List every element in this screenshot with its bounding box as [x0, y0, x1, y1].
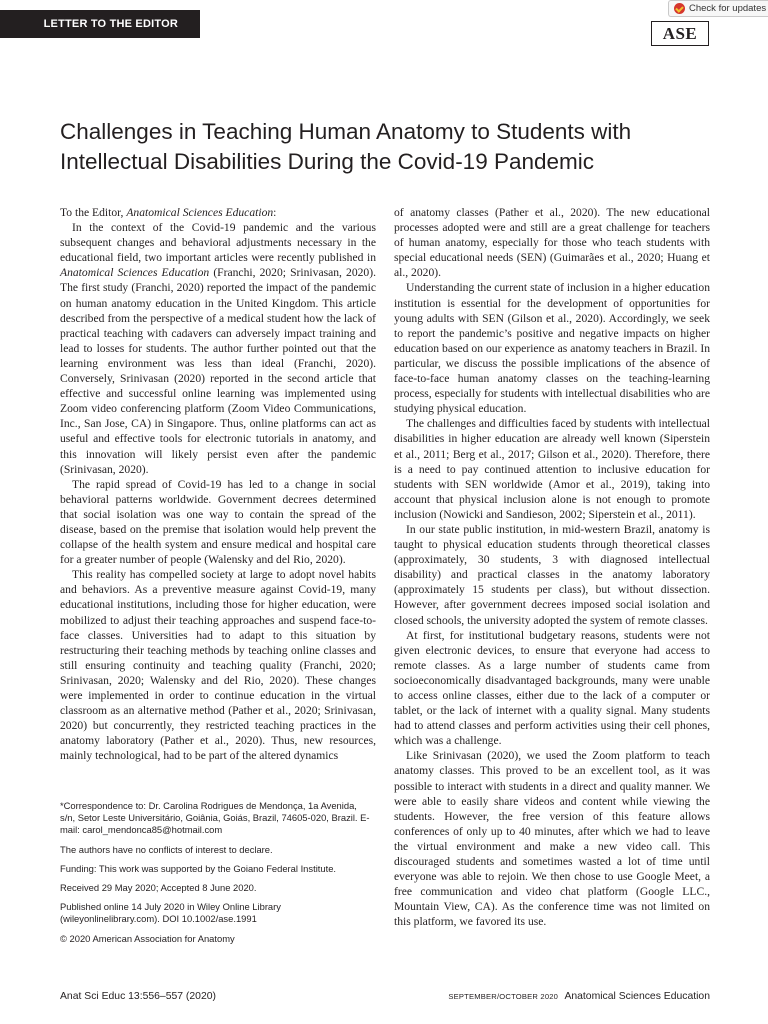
- journal-logo-text: ASE: [662, 23, 698, 43]
- title-line-2: Intellectual Disabilities During the Covid-19 Pandemic: [60, 149, 595, 174]
- salutation: [60, 205, 376, 220]
- paragraph-text: In the context of the Covid-19 pandemic and the various subsequent changes and behavioral adjustments necessary in the educational field, two important articles were recently published in: [60, 221, 376, 265]
- paragraph: At first, for institutional budgetary reasons, students were not given electronic devices, to ensure that everyone had access to remote classes. As a large number of students came from socioeconomically disadvantaged backgrounds, many were unable to access online classes, either due to the lack of a computer or tablet, or the lack of internet with a quality signal. Many students had to attend classes and perform activities using their cell phones, which was a challenge.: [394, 628, 710, 748]
- paragraph: Like Srinivasan (2020), we used the Zoom platform to teach anatomy classes. This proved to be an excellent tool, as it was possible to interact with students in a direct and quality manner. We were able to easily share videos and content while viewing the students. However, the free version of this feature allows conferences of only up to 40 minutes, after which we had to leave the virtual environment and make a new video call. This discouraged students and sometimes wasted a lot of time until everyone was able to rejoin. We then chose to use Google Meet, a free communication and video chat platform (Google LLC., Mountain View, CA). As the conference time was not limited on this platform, we favored its use.: [394, 749, 710, 929]
- check-updates-label: Check for updates: [689, 3, 767, 14]
- title-line-1: Challenges in Teaching Human Anatomy to Students with: [60, 119, 632, 144]
- check-for-updates-button[interactable]: [668, 0, 768, 17]
- salutation-prefix: To the Editor,: [60, 206, 127, 219]
- article-title: [60, 117, 710, 177]
- published-note: Published online 14 July 2020 in Wiley Online Library (wileyonlinelibrary.com). DOI 10.1002/ase.1991: [60, 901, 281, 925]
- left-column: [60, 205, 376, 763]
- article-notes: [60, 800, 370, 952]
- journal-name-italic: Anatomical Sciences Education: [60, 266, 210, 280]
- copyright-note: © 2020 American Association for Anatomy: [60, 932, 235, 944]
- paragraph-text: (Franchi, 2020; Srinivasan, 2020). The first study (Franchi, 2020) reported the impact of the pandemic on human anatomy education in the United Kingdom. This article described from the perspective of a medical student how the lack of practical teaching with cadavers can adversely impact training and lead to losses for students. The author further pointed out that the learning environment was less than ideal (Franchi, 2020). Conversely, Srinivasan (2020) reported in the second article that effective and successful online learning was implemented using Zoom video conferencing platform (Zoom Video Communications, Inc., San Jose, CA) in Singapore. Thus, online platforms can act as useful and effective tools for electronic tutorials in anatomy, and this innovation will likely persist even after the pandemic (Srinivasan, 2020).: [60, 266, 376, 476]
- footer-citation: Anat Sci Educ 13:556–557 (2020): [60, 991, 216, 1002]
- footer-journal-name: Anatomical Sciences Education: [564, 991, 710, 1002]
- journal-logo: [651, 21, 709, 46]
- check-updates-icon: [674, 3, 685, 14]
- salutation-journal: Anatomical Sciences Education: [126, 206, 274, 219]
- paragraph: The rapid spread of Covid-19 has led to a change in social behavioral patterns worldwide. Government decrees determined that social isolation was one way to contain the spread of the disease, based on the premise that isolation would help prevent the collapse of the health system and ensure medical and hospital care for a greater number of people (Walensky and del Rio, 2020).: [60, 477, 376, 567]
- paragraph: In our state public institution, in mid-western Brazil, anatomy is taught to physical education students through theoretical classes (approximately, 30 students, 3 with diagnosed intellectual disability) and practical classes in the anatomy laboratory (approximately 15 students per class), but without dissection. However, after government decrees imposed social isolation and closed schools, the university adopted the system of remote classes.: [394, 522, 710, 627]
- conflicts-note: The authors have no conflicts of interest to declare.: [60, 843, 273, 855]
- paragraph: Understanding the current state of inclusion in a higher education institution is essential for the development of opportunities for young adults with SEN (Gilson et al., 2020). Accordingly, we seek to report the pandemic’s positive and negative impacts on higher education based on our experience as anatomy teachers in Brazil. In particular, we discuss the possible implications of the absence of face-to-face human anatomy classes on the teaching-learning process, especially for students with intellectual disabilities who are studying physical education.: [394, 281, 710, 416]
- footer-issue: SEPTEMBER/OCTOBER 2020: [448, 992, 559, 1001]
- section-label: [0, 10, 200, 38]
- received-note: Received 29 May 2020; Accepted 8 June 2020.: [60, 882, 257, 894]
- section-label-text: LETTER TO THE EDITOR: [43, 18, 178, 30]
- funding-note: Funding: This work was supported by the Goiano Federal Institute.: [60, 862, 337, 874]
- paragraph: This reality has compelled society at large to adopt novel habits and behaviors. As a preventive measure against Covid-19, many educational institutions, including those for higher education, were mobilized to adjust their teaching approaches and suspend face-to-face classes. Universities had to adapt to this situation by restructuring their teaching methods by teaching online classes and still ensuring continuity and teaching quality (Franchi, 2020; Srinivasan, 2020; Walensky and del Rio, 2020). These changes were implemented in order to continue education in the virtual classroom as an alternative method (Pather et al., 2020; Srinivasan, 2020) but concurrently, they restricted teaching practices in the anatomy laboratory (Pather et al., 2020). Thus, new resources, mainly technological, had to be part of the altered dynamics: [60, 568, 376, 763]
- correspondence-note: *Correspondence to: Dr. Carolina Rodrigues de Mendonça, 1a Avenida, s/n, Setor Leste Universitário, Goiânia, Goiás, Brazil, 74605-020, Brazil. E-mail: carol_mendonca85@hotmail.com: [60, 800, 370, 836]
- paragraph: [60, 220, 376, 477]
- paragraph: The challenges and difficulties faced by students with intellectual disabilities in higher education are already well known (Siperstein et al., 2011; Berg et al., 2017; Gilson et al., 2020). Therefore, there is a need to pay continued attention to inclusive education for students with SEN worldwide (Amor et al., 2019), taking into account that physical inclusion alone is not enough to promote inclusion (Nowicki and Sandieson, 2002; Siperstein et al., 2011).: [394, 417, 710, 521]
- footer-journal: [448, 991, 710, 1002]
- paragraph: of anatomy classes (Pather et al., 2020). The new educational processes adopted were and still are a great challenge for teachers of human anatomy, especially for those who teach students with special educational needs (SEN) (Guimarães et al., 2020; Huang et al., 2020).: [394, 206, 710, 280]
- right-column: [394, 205, 710, 930]
- salutation-suffix: :: [273, 206, 277, 219]
